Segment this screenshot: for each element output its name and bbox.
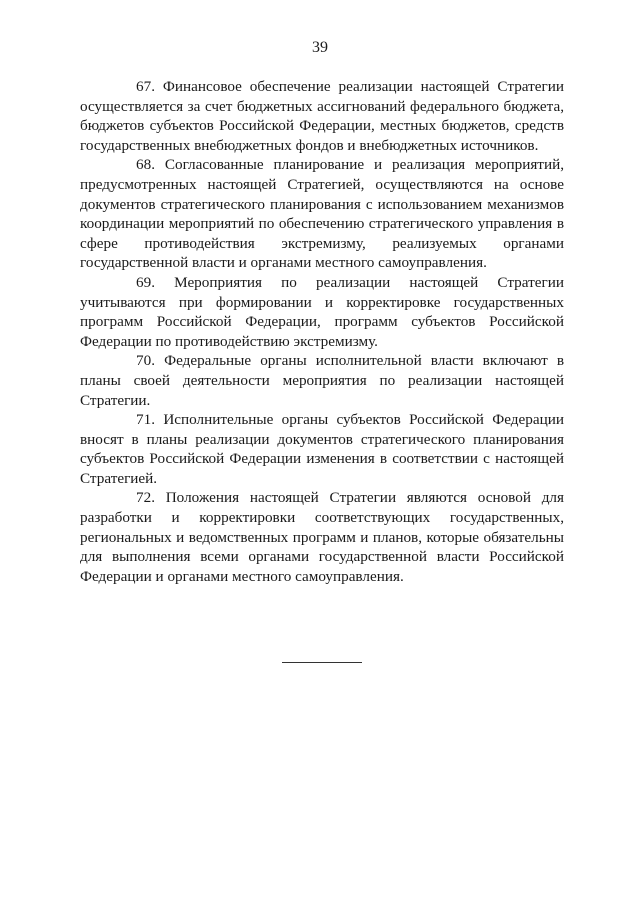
- paragraph-70: 70. Федеральные органы исполнительной власти включают в планы своей деятельности мероприятия по реализации настоящей Стратегии.: [80, 352, 564, 409]
- paragraph-72: 72. Положения настоящей Стратегии являются основой для разработки и корректировки соответствующих государственных, региональных и ведомственных программ и планов, которые обязательны для выполнения всеми органами государственной власти Российской Федерации и органами местного самоуправления.: [80, 489, 564, 585]
- end-rule-divider: [282, 662, 362, 663]
- paragraph-71: 71. Исполнительные органы субъектов Российской Федерации вносят в планы реализации документов стратегического планирования субъектов Российской Федерации изменения в соответствии с настоящей Стратегией.: [80, 411, 564, 487]
- page-number: 39: [312, 39, 328, 56]
- paragraph-68: 68. Согласованные планирование и реализация мероприятий, предусмотренных настоящей Стратегией, осуществляются на основе документов стратегического планирования с использованием механизмов координации мероприятий по обеспечению стратегического управления в сфере противодействия экстремизму, реализуемых органами государственной власти и органами местного самоуправления.: [80, 156, 564, 272]
- paragraph-67: 67. Финансовое обеспечение реализации настоящей Стратегии осуществляется за счет бюджетных ассигнований федерального бюджета, бюджетов субъектов Российской Федерации, местных бюджетов, средств государственных внебюджетных фондов и внебюджетных источников.: [80, 78, 564, 154]
- paragraph-69: 69. Мероприятия по реализации настоящей Стратегии учитываются при формировании и корректировке государственных программ Российской Федерации, программ субъектов Российской Федерации по противодействию экстремизму.: [80, 273, 564, 350]
- document-body: [80, 77, 564, 586]
